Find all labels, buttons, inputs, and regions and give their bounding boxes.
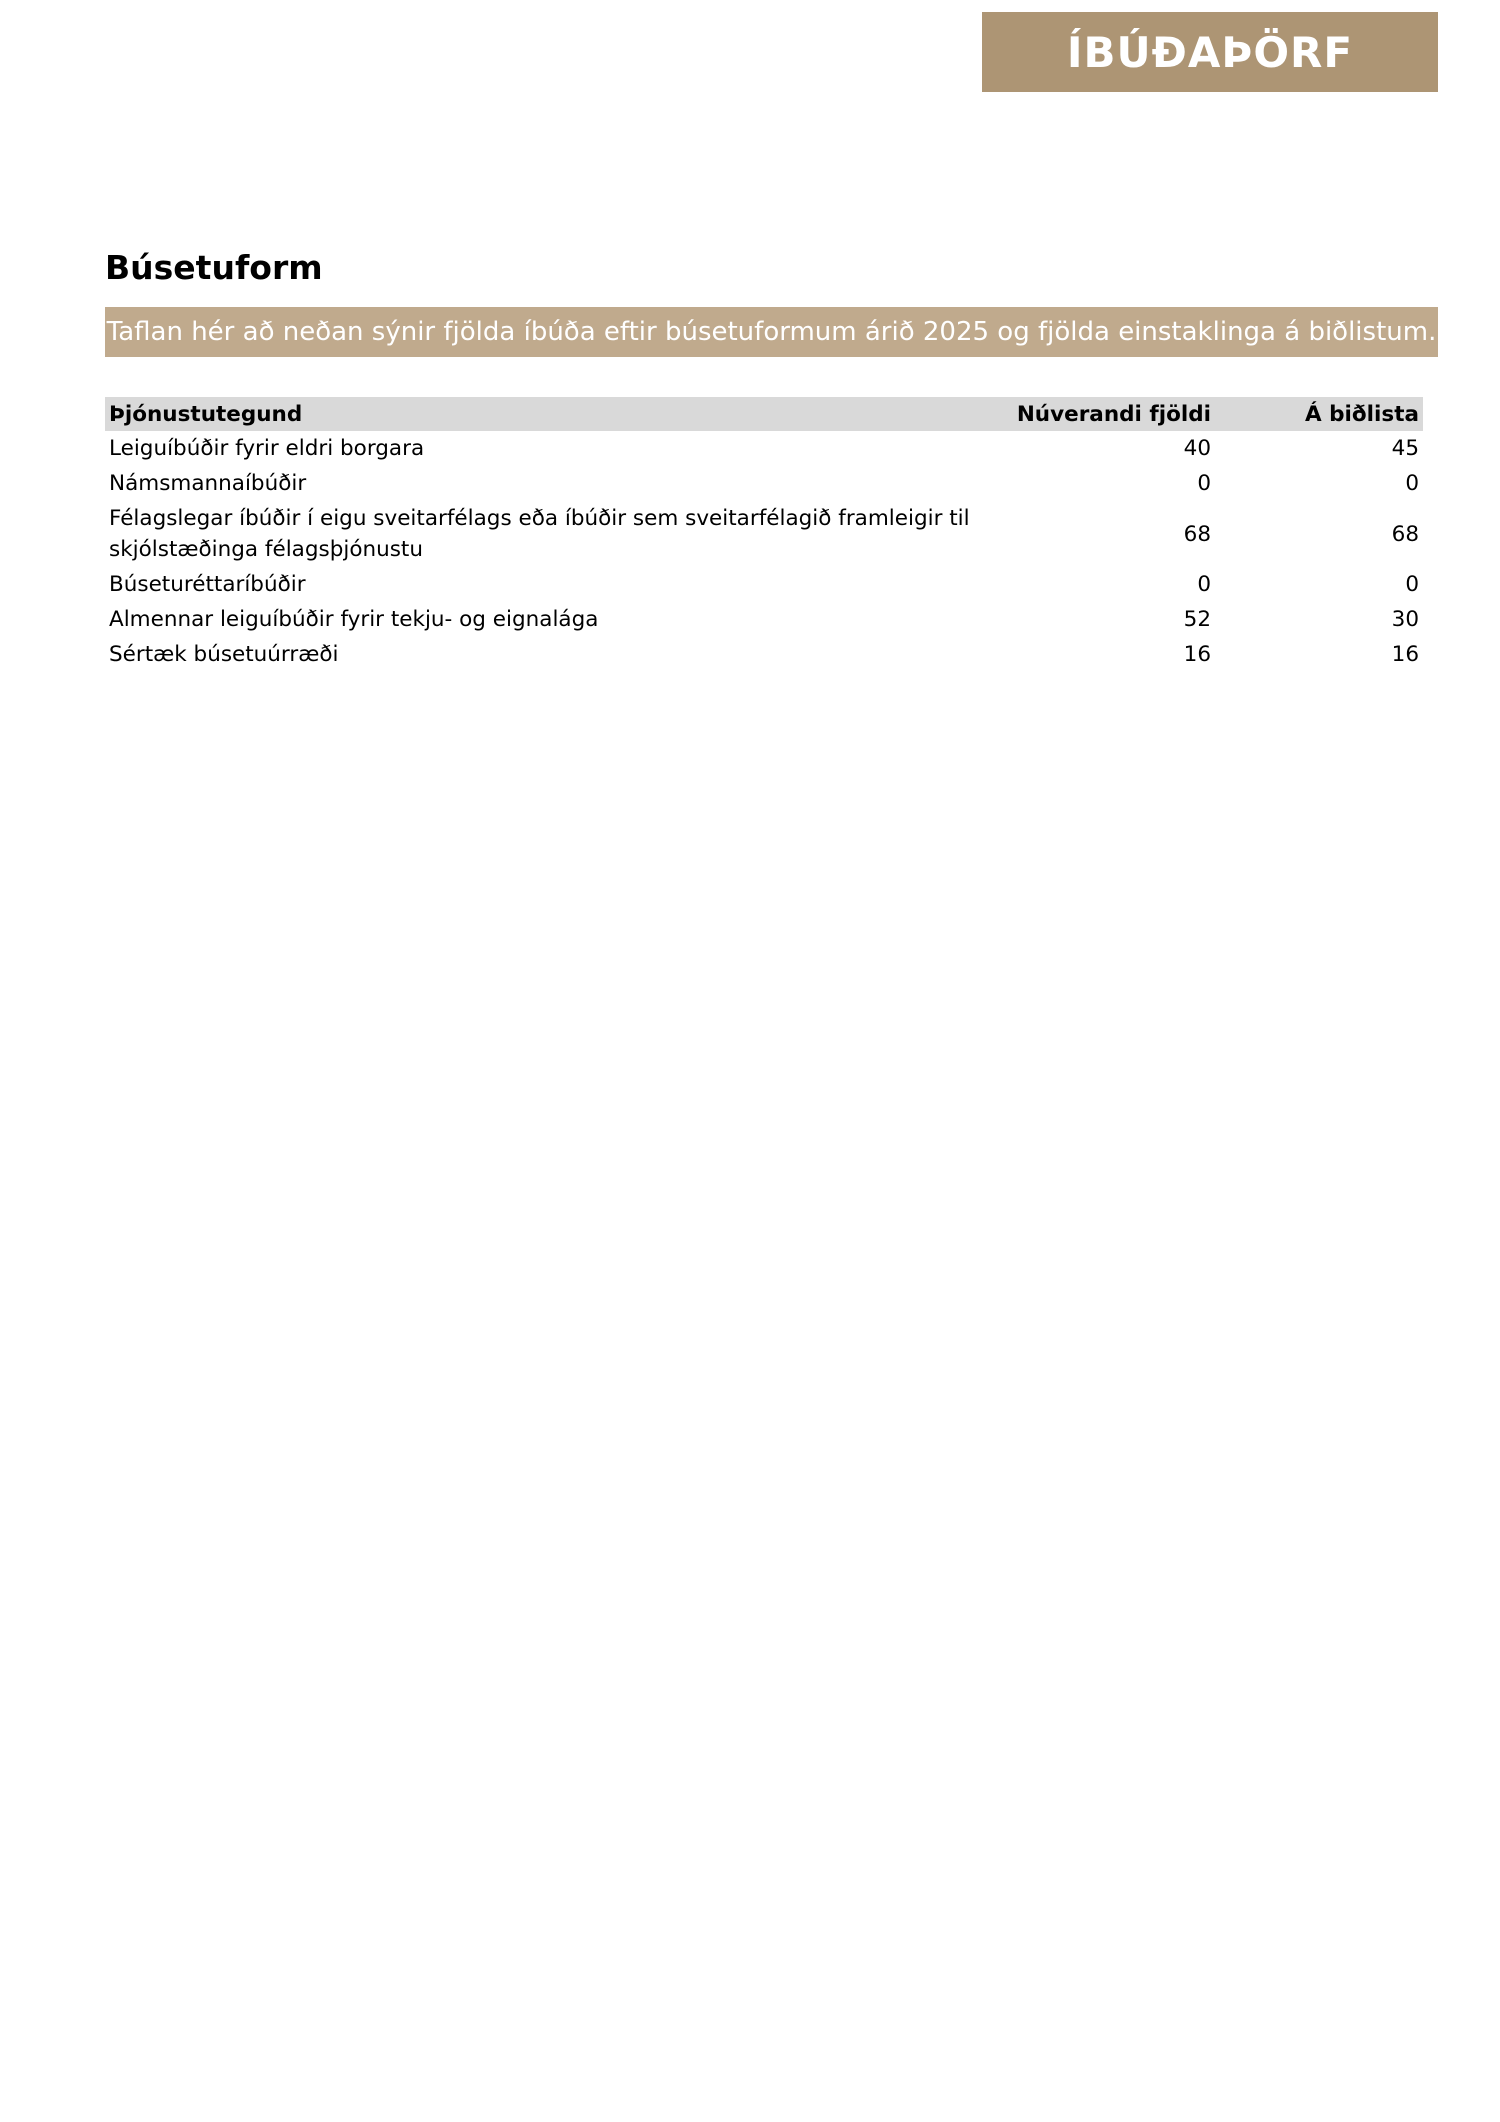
header-current-count: Núverandi fjöldi [1005, 397, 1215, 431]
service-type-table [105, 397, 1423, 672]
header-service-type: Þjónustutegund [105, 397, 1005, 431]
cell-current-count: 40 [1183, 436, 1211, 461]
cell-waitlist: 45 [1391, 436, 1419, 461]
cell-waitlist: 0 [1405, 471, 1419, 496]
table-header [105, 397, 1423, 431]
cell-waitlist: 30 [1391, 607, 1419, 632]
header-waitlist: Á biðlista [1215, 397, 1423, 431]
table-row [105, 466, 1423, 501]
header-badge [982, 12, 1438, 92]
cell-waitlist: 68 [1391, 521, 1419, 547]
cell-service-type: Leiguíbúðir fyrir eldri borgara [109, 436, 425, 461]
cell-waitlist: 16 [1391, 642, 1419, 667]
cell-service-type: Félagslegar íbúðir í eigu sveitarfélags eða íbúðir sem sveitarfélagið framleigir til skjólstæðinga félagsþjónustu [109, 506, 970, 562]
table-row [105, 501, 1423, 567]
intro-text: Taflan hér að neðan sýnir fjölda íbúða eftir búsetuformum árið 2025 og fjölda einstaklinga á biðlistum. [106, 317, 1437, 347]
cell-service-type: Sértæk búsetuúrræði [109, 642, 339, 667]
table-body [105, 431, 1423, 672]
cell-service-type: Almennar leiguíbúðir fyrir tekju- og eignalága [109, 607, 599, 632]
cell-current-count: 0 [1197, 572, 1211, 597]
table-row [105, 637, 1423, 672]
section-title: Búsetuform [105, 248, 323, 287]
table-header-row [105, 397, 1423, 431]
cell-service-type: Námsmannaíbúðir [109, 471, 307, 496]
cell-service-type: Búseturéttaríbúðir [109, 572, 306, 597]
table-row [105, 602, 1423, 637]
table-row [105, 431, 1423, 466]
cell-waitlist: 0 [1405, 572, 1419, 597]
cell-current-count: 0 [1197, 471, 1211, 496]
header-badge-text: ÍBÚÐAÞÖRF [1066, 27, 1354, 77]
table-row [105, 567, 1423, 602]
cell-current-count: 68 [1183, 521, 1211, 547]
cell-current-count: 16 [1183, 642, 1211, 667]
cell-current-count: 52 [1183, 607, 1211, 632]
intro-banner [105, 307, 1438, 357]
